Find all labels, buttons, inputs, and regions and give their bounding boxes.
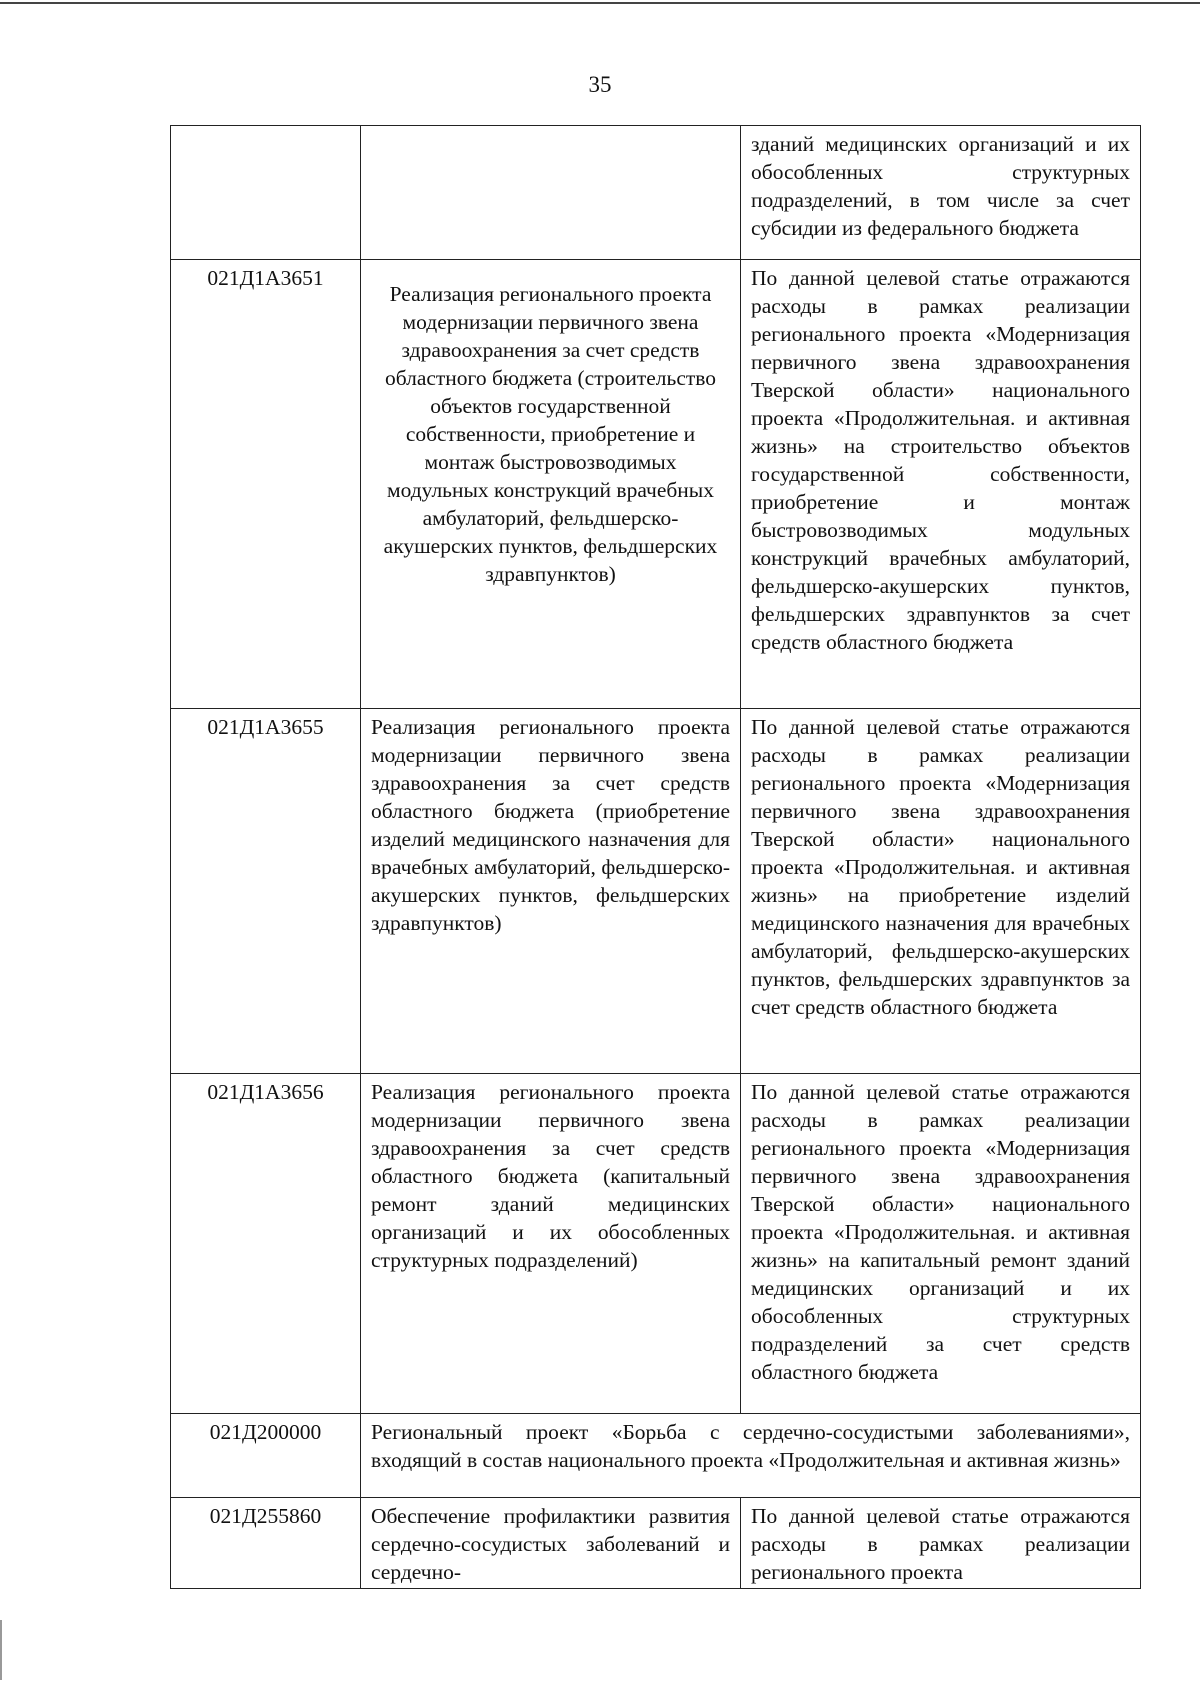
merged-name-cell: Региональный проект «Борьба с сердечно-сосудистыми заболеваниями», входящий в состав национального проекта «Продолжительная и активная жизнь» bbox=[361, 1414, 1141, 1498]
code-cell: 021Д255860 bbox=[171, 1498, 361, 1589]
top-border-line bbox=[0, 2, 1200, 4]
name-cell: Реализация регионального проекта модернизации первичного звена здравоохранения за счет средств областного бюджета (капитальный ремонт зданий медицинских организаций и их обособленных структурных подразделений) bbox=[361, 1074, 741, 1414]
code-cell bbox=[171, 126, 361, 260]
description-cell: зданий медицинских организаций и их обособленных структурных подразделений, в том числе за счет субсидии из федерального бюджета bbox=[741, 126, 1141, 260]
table-row bbox=[171, 1414, 1141, 1498]
description-cell: По данной целевой статье отражаются расходы в рамках реализации регионального проекта «Модернизация первичного звена здравоохранения Тверской области» национального проекта «Продолжительная. и активная жизнь» на строительство объектов государственной собственности, приобретение и монтаж быстровозводимых модульных конструкций врачебных амбулаторий, фельдшерско-акушерских пунктов, фельдшерских здравпунктов за счет средств областного бюджета bbox=[741, 260, 1141, 709]
description-cell: По данной целевой статье отражаются расходы в рамках реализации регионального проекта «Модернизация первичного звена здравоохранения Тверской области» национального проекта «Продолжительная. и активная жизнь» на капитальный ремонт зданий медицинских организаций и их обособленных структурных подразделений за счет средств областного бюджета bbox=[741, 1074, 1141, 1414]
code-cell: 021Д1А3656 bbox=[171, 1074, 361, 1414]
budget-classification-table bbox=[170, 125, 1141, 1589]
table-row bbox=[171, 709, 1141, 1074]
code-cell: 021Д200000 bbox=[171, 1414, 361, 1498]
description-cell: По данной целевой статье отражаются расходы в рамках реализации регионального проекта «Модернизация первичного звена здравоохранения Тверской области» национального проекта «Продолжительная. и активная жизнь» на приобретение изделий медицинского назначения для врачебных амбулаторий, фельдшерско-акушерских пунктов, фельдшерских здравпунктов за счет средств областного бюджета bbox=[741, 709, 1141, 1074]
table-row bbox=[171, 1498, 1141, 1589]
page-number: 35 bbox=[588, 72, 612, 97]
code-cell: 021Д1А3651 bbox=[171, 260, 361, 709]
name-cell bbox=[361, 126, 741, 260]
description-cell: По данной целевой статье отражаются расходы в рамках реализации регионального проекта bbox=[741, 1498, 1141, 1589]
name-cell: Реализация регионального проекта модернизации первичного звена здравоохранения за счет средств областного бюджета (приобретение изделий медицинского назначения для врачебных амбулаторий, фельдшерско-акушерских пунктов, фельдшерских здравпунктов) bbox=[361, 709, 741, 1074]
table-row bbox=[171, 260, 1141, 709]
name-cell: Реализация регионального проекта модернизации первичного звена здравоохранения за счет средств областного бюджета (строительство объектов государственной собственности, приобретение и монтаж быстровозводимых модульных конструкций врачебных амбулаторий, фельдшерско-акушерских пунктов, фельдшерских здравпунктов) bbox=[361, 260, 741, 709]
table-row bbox=[171, 126, 1141, 260]
name-cell: Обеспечение профилактики развития сердечно-сосудистых заболеваний и сердечно- bbox=[361, 1498, 741, 1589]
scan-edge-mark bbox=[0, 1620, 2, 1680]
code-cell: 021Д1А3655 bbox=[171, 709, 361, 1074]
table-row bbox=[171, 1074, 1141, 1414]
